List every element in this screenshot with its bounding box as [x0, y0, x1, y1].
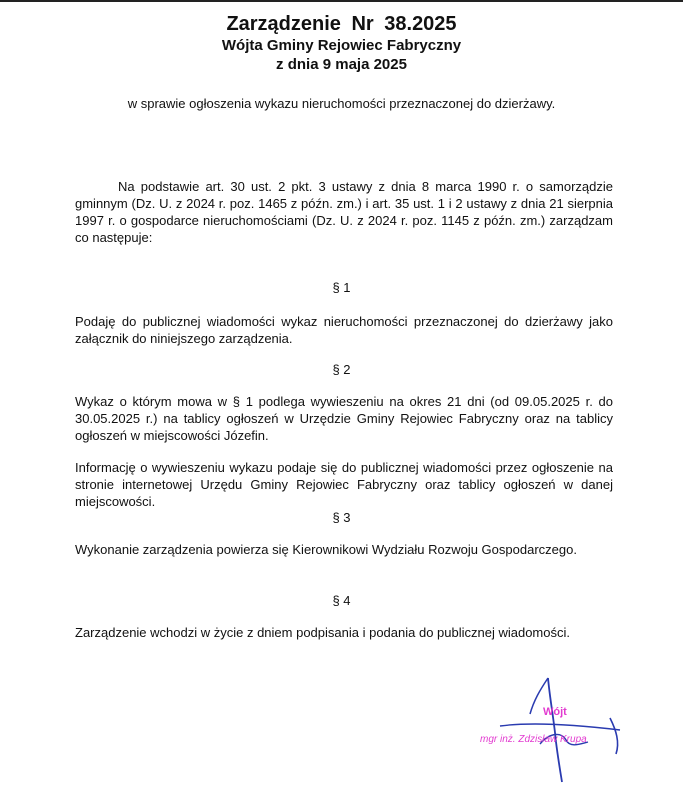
document-title: Zarządzenie Nr 38.2025	[226, 13, 457, 35]
section-4-paragraph: Zarządzenie wchodzi w życie z dniem podpisania i podania do publicznej wiadomości.	[75, 625, 570, 640]
section-4-heading: § 4	[332, 593, 351, 608]
legal-basis-paragraph: Na podstawie art. 30 ust. 2 pkt. 3 ustawy z dnia 8 marca 1990 r. o samorządzie gminnym (Dz. U. z 2024 r. poz. 1465 z późn. zm.) i art. 35 ust. 1 i 2 ustawy z dnia 21 sierpnia 1997 r. o gospodarce nieruchomościami (Dz. U. z 2024 r. poz. 1145 z późn. zm.) zarządzam co następuje:	[75, 179, 613, 245]
section-2-heading: § 2	[332, 362, 351, 377]
signature-title: Wójt	[543, 706, 567, 718]
document-date: z dnia 9 maja 2025	[276, 56, 407, 73]
document-issuer: Wójta Gminy Rejowiec Fabryczny	[221, 37, 462, 54]
section-2-paragraph-1: Wykaz o którym mowa w § 1 podlega wywieszeniu na okres 21 dni (od 09.05.2025 r. do 30.05.2025 r.) na tablicy ogłoszeń w Urzędzie Gminy Rejowiec Fabryczny oraz na tablicy ogłoszeń w miejscowości Józefin.	[75, 394, 613, 443]
handwritten-signature-icon	[470, 670, 670, 785]
signature-name: mgr inż. Zdzisław Krupa	[480, 734, 587, 745]
section-3-heading: § 3	[332, 510, 351, 525]
section-1-paragraph: Podaję do publicznej wiadomości wykaz nieruchomości przeznaczonej do dzierżawy jako załącznik do niniejszego zarządzenia.	[75, 314, 613, 346]
document-subject: w sprawie ogłoszenia wykazu nieruchomości przeznaczonej do dzierżawy.	[127, 96, 556, 111]
section-3-paragraph: Wykonanie zarządzenia powierza się Kierownikowi Wydziału Rozwoju Gospodarczego.	[75, 542, 577, 557]
section-1-heading: § 1	[332, 280, 351, 295]
section-2-paragraph-2: Informację o wywieszeniu wykazu podaje się do publicznej wiadomości przez ogłoszenie na stronie internetowej Urzędu Gminy Rejowiec Fabryczny oraz tablicy ogłoszeń w danej miejscowości.	[75, 460, 613, 509]
signature-block	[470, 670, 670, 785]
document-header	[0, 12, 683, 74]
page-top-border	[0, 0, 683, 2]
